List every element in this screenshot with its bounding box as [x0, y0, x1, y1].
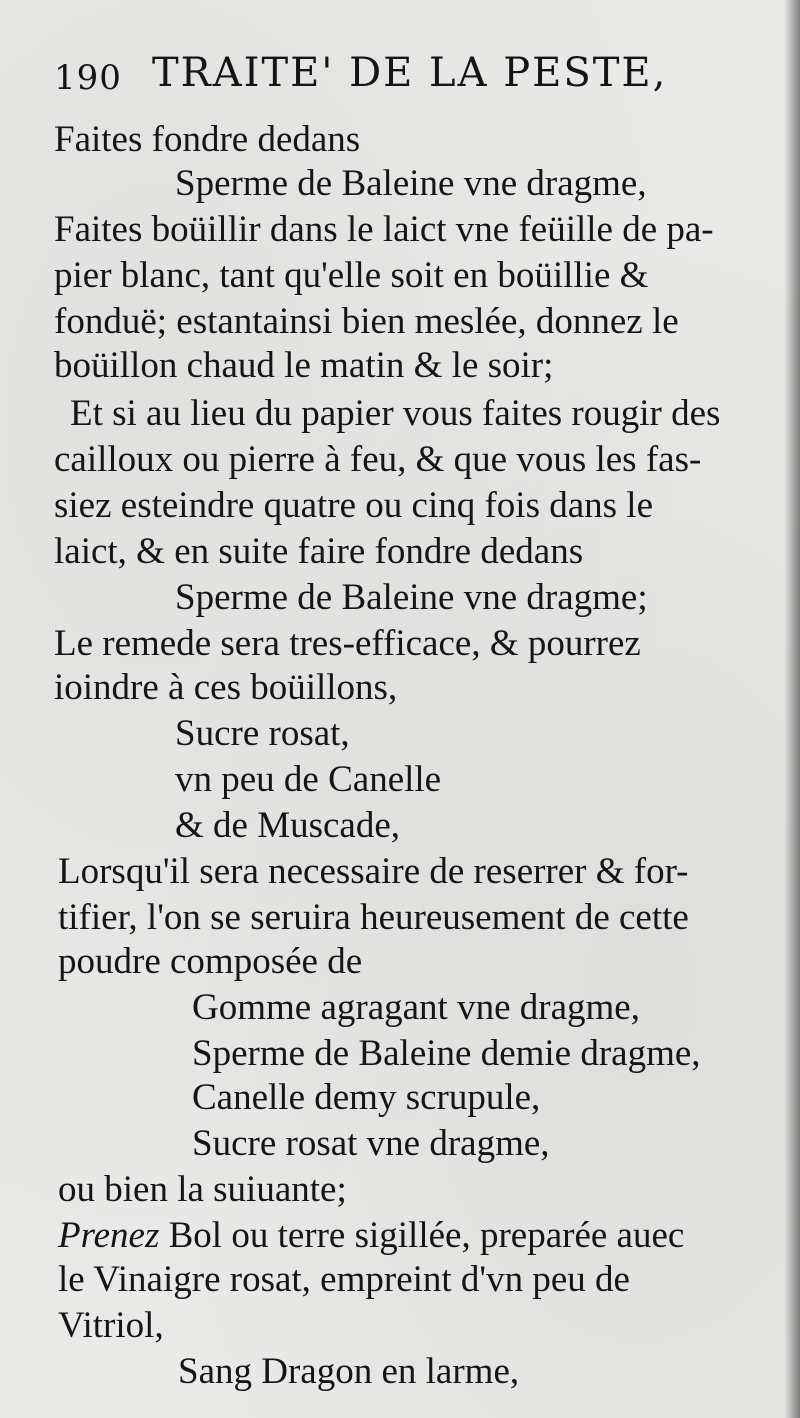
line-text: poudre composée de: [58, 941, 363, 982]
line-text: & de Muscade,: [175, 805, 401, 846]
text-line: [58, 1304, 164, 1348]
page-number: 190: [54, 58, 122, 98]
text-line: [175, 576, 648, 620]
text-line: [54, 484, 653, 528]
line-text: Sucre rosat vne dragme,: [192, 1123, 550, 1164]
line-text: Et si au lieu du papier vous faites rougir des: [70, 393, 721, 434]
line-text: Vitriol,: [58, 1305, 164, 1346]
text-line: [192, 986, 640, 1030]
line-text: Faites fondre dedans: [54, 119, 361, 160]
text-line: [70, 392, 720, 436]
line-text: tifier, l'on se seruira heureusement de cette: [58, 897, 689, 938]
text-line: [175, 758, 441, 802]
text-line: [58, 1168, 347, 1212]
text-line: [175, 712, 350, 756]
text-line: [54, 208, 714, 252]
line-prefix: Prenez: [58, 1215, 160, 1256]
line-text: Sperme de Baleine vne dragme;: [175, 577, 648, 618]
page-header: [54, 44, 754, 104]
line-text: Sperme de Baleine demie dragme,: [192, 1033, 701, 1074]
line-text: cailloux ou pierre à feu, & que vous les fas-: [54, 439, 702, 480]
text-line: [54, 300, 679, 344]
text-line: [192, 1122, 550, 1166]
line-text: Bol ou terre sigillée, preparée auec: [159, 1215, 685, 1256]
text-line: [178, 1350, 519, 1394]
text-line: [54, 118, 360, 162]
text-line: [54, 344, 553, 388]
text-line: [54, 622, 641, 666]
line-text: Sucre rosat,: [175, 713, 350, 754]
text-line: [58, 1214, 684, 1258]
text-line: [54, 666, 397, 710]
line-text: vn peu de Canelle: [175, 759, 442, 800]
text-line: [175, 162, 647, 206]
line-text: le Vinaigre rosat, empreint d'vn peu de: [58, 1259, 630, 1300]
text-line: [54, 438, 701, 482]
line-text: Le remede sera tres-efficace, & pourrez: [54, 623, 641, 664]
line-text: siez esteindre quatre ou cinq fois dans le: [54, 485, 653, 526]
line-text: Sperme de Baleine vne dragme,: [175, 163, 647, 204]
text-line: [58, 896, 689, 940]
text-line: [58, 850, 689, 894]
line-text: pier blanc, tant qu'elle soit en boüillie &: [54, 255, 649, 296]
running-title: TRAITE' DE LA PESTE,: [152, 50, 668, 96]
line-text: Gomme agragant vne dragme,: [192, 987, 640, 1028]
line-text: Faites boüillir dans le laict vne feüille de pa-: [54, 209, 714, 250]
text-line: [58, 1258, 630, 1302]
line-text: Canelle demy scrupule,: [192, 1077, 541, 1118]
line-text: laict, & en suite faire fondre dedans: [54, 531, 584, 572]
page-edge-shadow: [784, 0, 800, 1418]
line-text: boüillon chaud le matin & le soir;: [54, 345, 554, 386]
text-line: [175, 804, 400, 848]
line-text: fonduë; estantainsi bien meslée, donnez le: [54, 301, 679, 342]
line-text: Lorsqu'il sera necessaire de reserrer & for-: [58, 851, 689, 892]
text-line: [54, 254, 648, 298]
text-line: [192, 1032, 701, 1076]
line-text: Sang Dragon en larme,: [178, 1351, 520, 1392]
line-text: ioindre à ces boüillons,: [54, 667, 398, 708]
text-line: [54, 530, 583, 574]
line-text: ou bien la suiuante;: [58, 1169, 347, 1210]
text-line: [192, 1076, 540, 1120]
text-line: [58, 940, 362, 984]
